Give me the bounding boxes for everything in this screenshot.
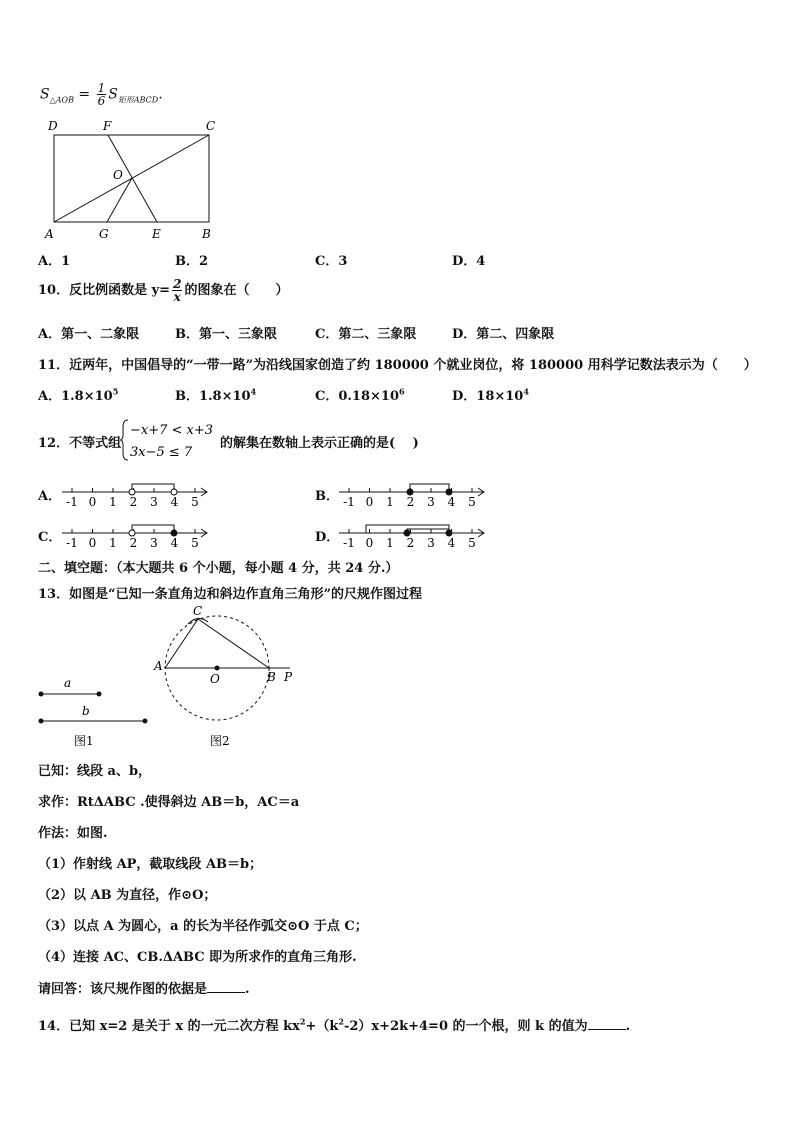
q11-option-a-base: A．1.8×10 [38,389,113,404]
q14-text-a: 14．已知 x=2 是关于 x 的一元二次方程 kx [38,1019,300,1034]
label-a: A [45,227,54,241]
q12-text-a: 12．不等式组 [38,436,122,451]
q12-number-line-a[interactable] [60,476,215,512]
axis-tick-label: -1 [343,495,355,509]
q14-question [38,1015,630,1034]
axis-tick-label: 5 [191,536,199,550]
solution-bracket [407,529,449,533]
label-f: F [103,119,112,133]
q11-option-b-exp: 4 [250,386,257,397]
formula-fraction [97,82,107,107]
q12-ineq2: 3x−5 ≤ 7 [130,445,193,460]
q10-option-b[interactable]: B．第一、三象限 [175,327,277,342]
label-e: E [152,227,161,241]
q13-ask-text: 请回答：该尺规作图的依据是 [38,982,208,997]
axis-tick-label: 0 [365,495,374,509]
axis-tick-label: 3 [150,536,158,550]
formula-den: 6 [97,94,106,108]
label-o: O [113,168,123,182]
q12-number-line-b[interactable] [337,476,492,512]
axis-tick-label: 4 [170,495,179,509]
formula-lhs-sub: △AOB [49,95,74,105]
q14-sup1: 2 [299,1016,306,1027]
q10-text-b: 的图象在（ ） [184,283,289,298]
q10-option-a[interactable]: A．第一、二象限 [38,327,140,342]
label-o-fig2: O [210,672,220,686]
q13-step-2: （2）以 AB 为直径，作⊙O； [38,888,217,903]
q10-text-a: 10．反比例函数是 y= [38,283,171,298]
segment-ac [165,619,198,668]
axis-tick-label: 1 [386,495,394,509]
q10-option-c[interactable]: C．第二、三象限 [315,327,417,342]
q13-line-given: 已知：线段 a、b， [38,764,152,779]
q11-option-b[interactable] [175,385,256,404]
endpoint-dot [404,530,410,536]
q11-option-c-exp: 6 [399,386,405,397]
q12-option-a-label[interactable]: A． [38,489,62,504]
formula-num: 1 [97,81,106,95]
q13-step-3: （3）以点 A 为圆心，a 的长为半径作弧交⊙O 于点 C； [38,919,368,934]
axis-tick-label: 1 [109,495,117,509]
axis-tick-label: -1 [66,495,78,509]
q9-option-a[interactable]: A．1 [38,254,71,269]
brace-icon [120,420,128,460]
label-d: D [48,119,58,133]
axis-tick-label: 4 [447,495,456,509]
q13-answer-blank[interactable] [207,981,245,993]
endpoint-dot [129,530,135,536]
segment-cb [198,619,269,668]
q14-text-b: +（k [305,1019,339,1034]
endpoint-dot [407,489,413,495]
q13-figure-2 [150,602,300,750]
q9-rectangle-figure [40,115,230,243]
axis-tick-label: 2 [406,495,415,509]
q12-text-b: 的解集在数轴上表示正确的是( ) [220,436,419,451]
axis-tick-label: 2 [406,536,415,550]
q13-title: 13．如图是“已知一条直角边和斜边作直角三角形”的尺规作图过程 [38,587,423,602]
q11-option-a[interactable] [38,385,118,404]
q11-option-d-base: D．18×10 [452,389,524,404]
q12-number-line-c[interactable] [60,517,215,553]
axis-tick-label: 1 [386,536,394,550]
axis-tick-label: 4 [447,536,456,550]
formula-rhs-sub: 矩形ABCD [117,95,159,105]
segment-go [107,178,132,222]
segment-b-start-dot [39,719,44,724]
q11-question: 11．近两年，中国倡导的“一带一路”为沿线国家创造了约 180000 个就业岗位，将 180000 用科学记数法表示为（ ） [38,358,757,373]
endpoint-dot [446,489,452,495]
q12-option-b-label[interactable]: B． [315,489,339,504]
q10-den: x [173,290,181,304]
q11-option-d-exp: 4 [523,386,529,397]
q13-step-4: （4）连接 AC、CB.ΔABC 即为所求作的直角三角形. [38,950,357,965]
q13-ask-end: . [245,982,250,997]
q10-option-d[interactable]: D．第二、四象限 [452,327,555,342]
label-g: G [99,227,109,241]
q12-number-line-d[interactable] [337,517,492,553]
q11-option-a-exp: 5 [112,386,119,397]
q12-option-d-label[interactable]: D． [315,530,340,545]
fig1-caption: 图1 [74,734,94,748]
axis-tick-label: 2 [129,495,138,509]
axis-tick-label: 0 [88,536,97,550]
q13-line-method: 作法：如图. [38,826,108,841]
q9-area-formula [40,82,163,107]
label-c-fig2: C [193,604,203,618]
formula-lhs: S [40,86,50,103]
q14-sup2: 2 [338,1016,344,1027]
segment-b-end-dot [143,719,148,724]
solution-bracket [410,484,449,492]
q13-figure-1 [34,672,159,750]
q9-option-d[interactable]: D．4 [452,254,486,269]
q13-line-construct: 求作：RtΔABC .使得斜边 AB＝b，AC＝a [38,795,300,810]
q10-fraction [172,278,182,303]
q13-ask [38,978,250,997]
segment-a-end-dot [97,692,102,697]
q14-text-end: . [625,1019,631,1034]
section-2-heading: 二、填空题：（本大题共 6 个小题，每小题 4 分，共 24 分.） [38,561,399,576]
segment-a-start-dot [39,692,44,697]
endpoint-dot [171,530,177,536]
q11-option-d[interactable] [452,385,529,404]
q11-option-b-base: B．1.8×10 [175,389,251,404]
label-b-seg: b [82,704,90,718]
q14-text-c: -2）x+2k+4=0 的一个根，则 k 的值为 [343,1019,588,1034]
label-c: C [206,119,216,133]
axis-tick-label: 0 [365,536,374,550]
label-a-fig2: A [154,659,163,673]
q12-option-c-label[interactable]: C． [38,530,62,545]
q10-num: 2 [173,277,182,291]
center-dot [215,666,220,671]
q11-option-c[interactable] [315,385,405,404]
axis-tick-label: 5 [468,495,476,509]
q14-answer-blank[interactable] [588,1018,626,1030]
axis-tick-label: 1 [109,536,117,550]
q9-option-c[interactable]: C．3 [315,254,348,269]
axis-tick-label: 5 [468,536,476,550]
q13-step-1: （1）作射线 AP，截取线段 AB＝b； [38,857,263,872]
q10-question [38,278,288,303]
q9-option-b[interactable]: B．2 [175,254,209,269]
axis-tick-label: 5 [191,495,199,509]
endpoint-dot [171,489,177,495]
axis-tick-label: 4 [170,536,179,550]
axis-tick-label: 3 [427,536,435,550]
label-b: B [202,227,211,241]
q12-inequality-system [120,417,220,463]
formula-eq: = [78,86,91,103]
formula-rhs: S [108,86,118,103]
q12-ineq1: −x+7 < x+3 [130,423,214,438]
axis-tick-label: 0 [88,495,97,509]
label-a-seg: a [64,676,72,690]
solution-bracket [132,484,174,492]
axis-tick-label: 3 [150,495,158,509]
formula-end: . [158,86,163,103]
q11-option-c-base: C．0.18×10 [315,389,399,404]
label-p-fig2: P [284,670,293,684]
axis-tick-label: -1 [343,536,355,550]
axis-tick-label: 3 [427,495,435,509]
solution-bracket [132,525,174,533]
fig2-caption: 图2 [210,734,230,748]
label-b-fig2: B [267,670,276,684]
endpoint-dot [129,489,135,495]
axis-tick-label: -1 [66,536,78,550]
axis-tick-label: 2 [129,536,138,550]
